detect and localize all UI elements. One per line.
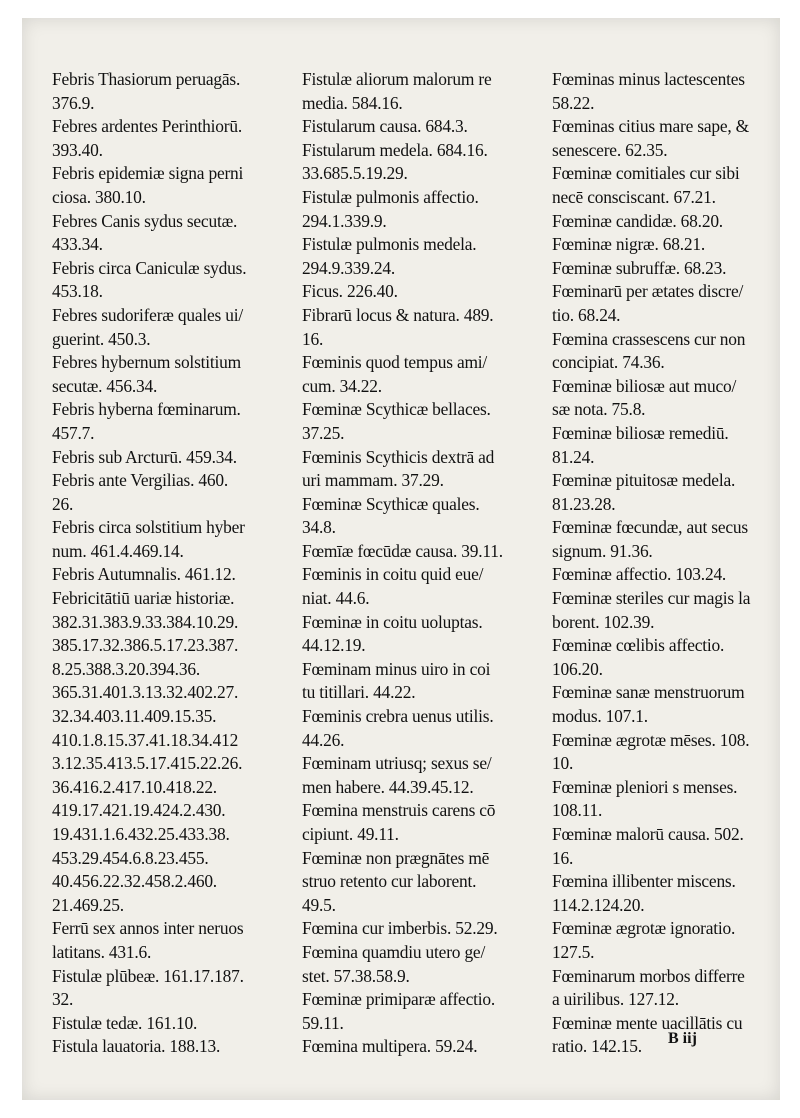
index-line: Fœmina crassescens cur non	[552, 328, 746, 349]
index-line: a uirilibus. 127.12.	[552, 989, 679, 1010]
index-line: Fœminarum morbos differre	[552, 965, 745, 986]
index-line: Fœmīæ fœcūdæ causa. 39.11.	[302, 540, 503, 561]
index-line: Fœminæ affectio. 103.24.	[552, 564, 727, 585]
index-line: men habere. 44.39.45.12.	[302, 776, 474, 797]
index-line: 81.23.28.	[552, 493, 616, 514]
index-line: 393.40.	[52, 139, 103, 160]
index-line: Fistula lauatoria. 188.13.	[52, 1036, 221, 1057]
index-line: 453.29.454.6.8.23.455.	[52, 847, 209, 868]
index-line: 376.9.	[52, 92, 95, 113]
index-line: Fœminæ fœcundæ, aut secus	[552, 517, 748, 538]
index-line: Fistulæ aliorum malorum re	[302, 69, 492, 89]
index-line: 16.	[302, 328, 324, 349]
index-line: Febris circa Caniculæ sydus.	[52, 257, 247, 278]
index-line: 106.20.	[552, 658, 603, 679]
index-line: secutæ. 456.34.	[52, 375, 158, 396]
index-line: latitans. 431.6.	[52, 941, 152, 962]
index-line: Fœminæ cœlibis affectio.	[552, 635, 725, 656]
index-column-1	[52, 68, 296, 1059]
index-line: 21.469.25.	[52, 894, 124, 915]
index-line: struo retento cur laborent.	[302, 871, 477, 892]
index-line: 81.24.	[552, 446, 595, 467]
index-line: Ferrū sex annos inter neruos	[52, 918, 244, 939]
index-line: Fistularum causa. 684.3.	[302, 116, 468, 137]
index-line: Fistulæ pulmonis medela.	[302, 234, 477, 255]
index-line: Fœminæ biliosæ aut muco/	[552, 375, 737, 396]
index-line: 19.431.1.6.432.25.433.38.	[52, 824, 230, 844]
index-line: media. 584.16.	[302, 92, 403, 113]
index-line: 40.456.22.32.458.2.460.	[52, 871, 217, 892]
index-line: 58.22.	[552, 92, 595, 113]
index-line: 59.11.	[302, 1012, 344, 1033]
index-line: 49.5.	[302, 894, 336, 915]
index-line: Fœminam minus uiro in coi	[302, 658, 491, 679]
index-line: 433.34.	[52, 234, 103, 255]
index-line: Febres hybernum solstitium	[52, 352, 241, 373]
index-line: 410.1.8.15.37.41.18.34.412	[52, 729, 239, 750]
index-line: Fœmina menstruis carens cō	[302, 800, 496, 821]
index-line: Febris hyberna fœminarum.	[52, 399, 241, 420]
index-line: Fœminæ Scythicæ bellaces.	[302, 399, 491, 420]
index-line: Fœminis quod tempus ami/	[302, 352, 488, 373]
index-line: Ficus. 226.40.	[302, 281, 398, 302]
index-line: concipiat. 74.36.	[552, 352, 665, 373]
index-line: Febris Thasiorum peruagās.	[52, 69, 241, 89]
index-line: Febris ante Vergilias. 460.	[52, 470, 229, 491]
index-line: Fœminæ ægrotæ ignoratio.	[552, 918, 736, 939]
index-line: necē consciscant. 67.21.	[552, 186, 716, 207]
index-line: Fœmina quamdiu utero ge/	[302, 941, 486, 962]
index-line: Febres ardentes Perinthiorū.	[52, 116, 242, 137]
index-line: guerint. 450.3.	[52, 328, 151, 349]
index-line: Febris circa solstitium hyber	[52, 517, 245, 538]
index-line: uri mammam. 37.29.	[302, 470, 444, 491]
index-line: Fœminæ candidæ. 68.20.	[552, 210, 723, 231]
index-line: modus. 107.1.	[552, 706, 648, 727]
index-line: Fibrarū locus & natura. 489.	[302, 304, 494, 325]
index-line: Fistulæ pulmonis affectio.	[302, 186, 479, 207]
index-line: Fœmina cur imberbis. 52.29.	[302, 918, 498, 939]
index-line: 108.11.	[552, 800, 603, 821]
index-line: Fœmina multipera. 59.24.	[302, 1036, 478, 1057]
index-line: Febris sub Arcturū. 459.34.	[52, 446, 237, 467]
index-line: 127.5.	[552, 941, 595, 962]
index-line: Fœminæ ægrotæ mēses. 108.	[552, 729, 750, 750]
index-line: 294.9.339.24.	[302, 257, 396, 278]
index-line: 37.25.	[302, 422, 345, 443]
index-line: Fœminæ sanæ menstruorum	[552, 682, 745, 703]
index-line: Fœminæ primiparæ affectio.	[302, 989, 495, 1010]
book-page	[22, 18, 780, 1100]
index-line: Fœminæ Scythicæ quales.	[302, 493, 480, 514]
index-line: 457.7.	[52, 422, 95, 443]
index-line: 34.8.	[302, 517, 336, 538]
index-column-2	[302, 68, 546, 1059]
index-line: Fœminæ biliosæ remediū.	[552, 422, 729, 443]
index-line: 419.17.421.19.424.2.430.	[52, 800, 226, 821]
index-line: 385.17.32.386.5.17.23.387.	[52, 635, 239, 656]
signature-mark: B iij	[668, 1030, 697, 1047]
index-line: signum. 91.36.	[552, 540, 653, 561]
index-line: Fœminæ subruffæ. 68.23.	[552, 257, 727, 278]
index-line: Fœminam utriusq; sexus se/	[302, 753, 492, 774]
index-line: 36.416.2.417.10.418.22.	[52, 776, 217, 797]
index-line: senescere. 62.35.	[552, 139, 668, 160]
index-line: Febricitātiū uariæ historiæ.	[52, 588, 235, 609]
index-line: Febris Autumnalis. 461.12.	[52, 564, 236, 585]
index-line: ratio. 142.15.	[552, 1036, 642, 1057]
index-line: stet. 57.38.58.9.	[302, 965, 410, 986]
index-line: niat. 44.6.	[302, 588, 370, 609]
index-line: Fœminarū per ætates discre/	[552, 281, 744, 302]
index-line: Fistulæ tedæ. 161.10.	[52, 1012, 198, 1033]
index-line: 8.25.388.3.20.394.36.	[52, 658, 200, 679]
index-line: Fœminæ nigræ. 68.21.	[552, 234, 706, 255]
index-line: Fœminis in coitu quid eue/	[302, 564, 484, 585]
index-line: tio. 68.24.	[552, 304, 621, 325]
index-column-3	[552, 68, 796, 1059]
index-line: Fœminis crebra uenus utilis.	[302, 706, 494, 727]
index-line: 382.31.383.9.33.384.10.29.	[52, 611, 239, 632]
index-line: num. 461.4.469.14.	[52, 540, 184, 561]
index-line: 33.685.5.19.29.	[302, 163, 408, 184]
index-line: cum. 34.22.	[302, 375, 382, 396]
index-line: Fœminæ malorū causa. 502.	[552, 824, 744, 844]
index-line: Fœminæ non prægnātes mē	[302, 847, 490, 868]
index-line: Fœminas minus lactescentes	[552, 69, 745, 89]
index-line: 44.26.	[302, 729, 345, 750]
index-line: tu titillari. 44.22.	[302, 682, 416, 703]
index-line: ciosa. 380.10.	[52, 186, 146, 207]
index-line: Febris epidemiæ signa perni	[52, 163, 244, 184]
index-line: Febres sudoriferæ quales ui/	[52, 304, 243, 325]
index-line: sæ nota. 75.8.	[552, 399, 646, 420]
index-line: Fistulæ plūbeæ. 161.17.187.	[52, 965, 244, 986]
index-line: Fœminæ in coitu uoluptas.	[302, 611, 483, 632]
index-line: 26.	[52, 493, 74, 514]
index-line: 44.12.19.	[302, 635, 366, 656]
index-line: 16.	[552, 847, 574, 868]
index-line: 3.12.35.413.5.17.415.22.26.	[52, 753, 243, 774]
index-line: Febres Canis sydus secutæ.	[52, 210, 238, 231]
index-line: 10.	[552, 753, 574, 774]
index-line: Fœminas citius mare sape, &	[552, 116, 749, 137]
index-line: Fœminæ pleniori s menses.	[552, 776, 738, 797]
index-line: 32.34.403.11.409.15.35.	[52, 706, 217, 727]
index-columns	[52, 68, 772, 1057]
index-line: 453.18.	[52, 281, 103, 302]
index-line: 114.2.124.20.	[552, 894, 645, 915]
index-line: Fœminæ comitiales cur sibi	[552, 163, 740, 184]
index-line: cipiunt. 49.11.	[302, 824, 399, 844]
index-line: Fœmina illibenter miscens.	[552, 871, 736, 892]
index-line: 32.	[52, 989, 74, 1010]
index-line: Fœminæ pituitosæ medela.	[552, 470, 736, 491]
index-line: 365.31.401.3.13.32.402.27.	[52, 682, 239, 703]
index-line: Fœminis Scythicis dextrā ad	[302, 446, 495, 467]
index-line: 294.1.339.9.	[302, 210, 387, 231]
index-line: Fistularum medela. 684.16.	[302, 139, 488, 160]
index-line: Fœminæ mente uacillātis cu	[552, 1012, 743, 1033]
index-line: Fœminæ steriles cur magis la	[552, 588, 751, 609]
index-line: borent. 102.39.	[552, 611, 655, 632]
